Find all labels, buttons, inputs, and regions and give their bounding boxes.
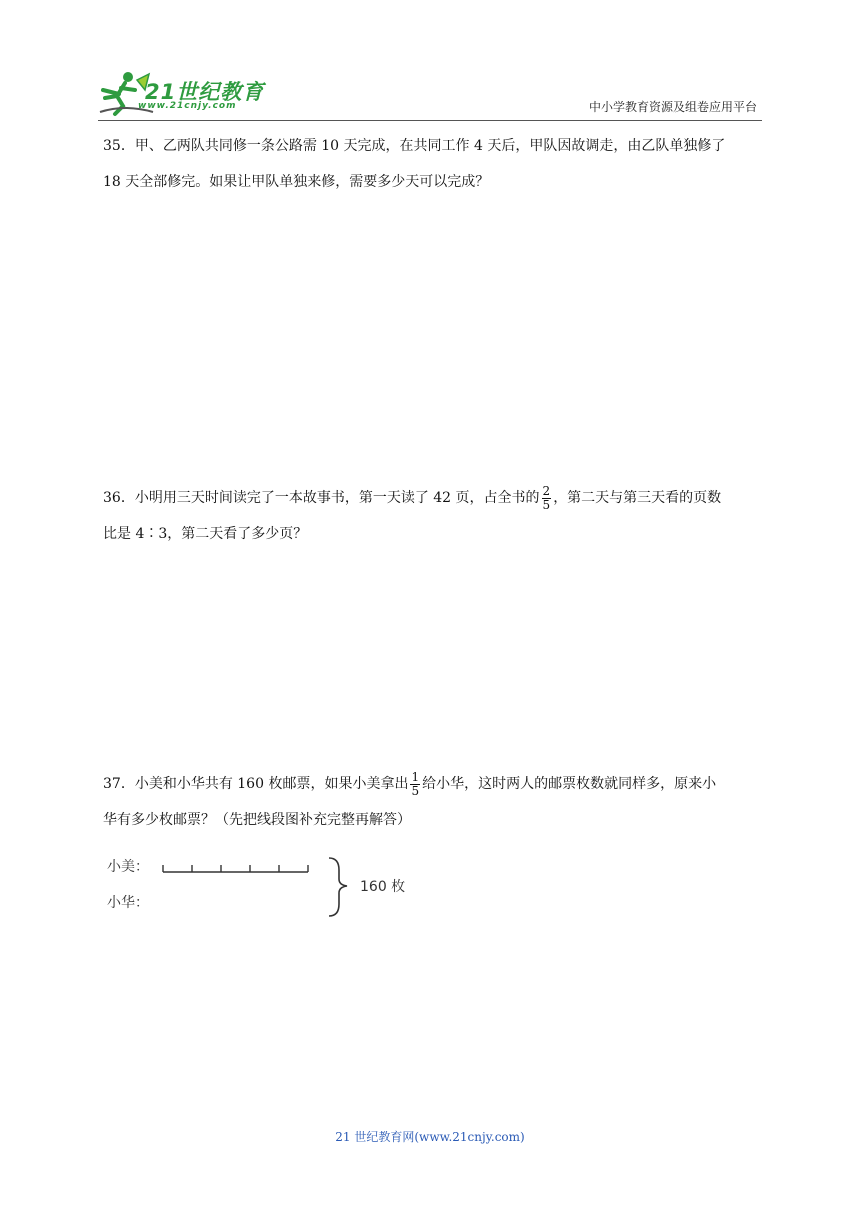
brace-icon [329,858,347,916]
logo-text: 21世纪教育 [145,80,265,104]
header-platform-name: 中小学教育资源及组卷应用平台 [588,100,757,114]
fraction [410,771,420,798]
label-xiaohua: 小华： [107,895,149,911]
question-37 [103,766,763,838]
question-text: 小明用三天时间读完了一本故事书，第一天读了 42 页，占全书的 [134,490,540,506]
question-number: 35． [103,138,135,154]
label-xiaomei: 小美： [107,859,149,875]
xiaomei-segment [163,865,308,872]
question-text-cont: ，第二天与第三天看的页数 [553,490,722,506]
logo-url: www.21cnjy.com [138,101,237,111]
footer-text: 21 世纪教育网(www.21cnjy.com) [335,1130,525,1144]
question-number: 36． [103,490,135,506]
question-36-line1 [103,480,763,516]
question-35 [103,128,763,200]
question-36-line2: 比是 4∶3，第二天看了多少页？ [103,526,308,542]
question-text: 甲、乙两队共同修一条公路需 10 天完成，在共同工作 4 天后，甲队因故调走，由乙队单独修了 [134,138,726,154]
fraction-denominator: 5 [542,497,551,512]
fraction-denominator: 5 [411,783,420,798]
fraction-numerator: 1 [411,769,420,784]
question-35-line2: 18 天全部修完。如果让甲队单独来修，需要多少天可以完成？ [103,174,490,190]
question-37-line2: 华有多少枚邮票？（先把线段图补充完整再解答） [103,812,411,828]
question-37-line1 [103,766,763,802]
question-35-line1 [103,128,763,164]
fraction [542,485,552,512]
question-36 [103,480,763,552]
header-divider [98,120,762,121]
question-text-cont: 给小华，这时两人的邮票枚数就同样多，原来小 [422,776,717,792]
line-segment-diagram [105,852,435,922]
fraction-numerator: 2 [542,483,551,498]
question-number: 37． [103,776,135,792]
total-label: 160 枚 [360,879,406,895]
question-text: 小美和小华共有 160 枚邮票，如果小美拿出 [134,776,409,792]
